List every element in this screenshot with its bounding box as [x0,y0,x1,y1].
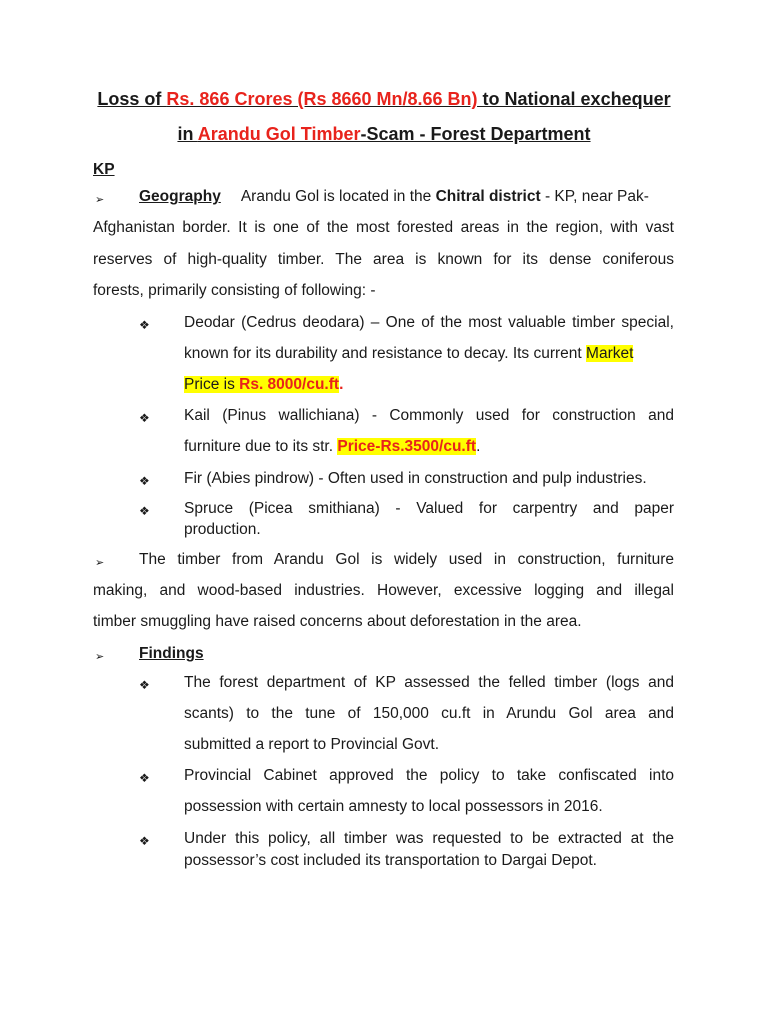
arrow-bullet-icon: ➢ [95,194,105,206]
finding-1-line-1: The forest department of KP assessed the felled timber (logs and [184,674,674,691]
finding-2-line-2: possession with certain amnesty to local possessors in 2016. [184,798,603,815]
timber-use-line-2: making, and wood-based industries. However, excessive logging and illegal [93,582,674,599]
diamond-bullet-icon: ❖ [139,318,150,332]
geography-heading: Geography [139,188,221,205]
deodar-line-1: Deodar (Cedrus deodara) – One of the most valuable timber special, [184,314,674,331]
diamond-bullet-icon: ❖ [139,411,150,425]
section-label-kp: KP [93,161,115,178]
deodar-line-2: known for its durability and resistance to decay. Its current Market [184,345,634,362]
geography-line-2: Afghanistan border. It is one of the most forested areas in the region, with vast [93,219,674,236]
page-title-line-2: in Arandu Gol Timber-Scam - Forest Department [177,124,591,144]
diamond-bullet-icon: ❖ [139,834,150,848]
finding-3-line-2: possessor’s cost included its transportation to Dargai Depot. [184,852,597,869]
geography-line-1: Geography Arandu Gol is located in the Chitral district - KP, near Pak- [139,188,649,205]
fir-line: Fir (Abies pindrow) - Often used in construction and pulp industries. [184,470,647,487]
kail-line-2: furniture due to its str. Price-Rs.3500/cu.ft. [184,438,481,455]
geography-line-4: forests, primarily consisting of following: - [93,282,376,299]
finding-3-line-1: Under this policy, all timber was requested to be extracted at the [184,830,674,847]
page-title-line-1: Loss of Rs. 866 Crores (Rs 8660 Mn/8.66 Bn) to National exchequer [97,89,671,109]
scam-name: Arandu Gol Timber [197,124,361,144]
diamond-bullet-icon: ❖ [139,474,150,488]
spruce-line-2: production. [184,521,261,538]
spruce-line-1: Spruce (Picea smithiana) - Valued for carpentry and paper [184,500,674,517]
deodar-line-3: Price is Rs. 8000/cu.ft. [184,376,344,393]
finding-1-line-2: scants) to the tune of 150,000 cu.ft in Arundu Gol area and [184,705,674,722]
diamond-bullet-icon: ❖ [139,771,150,785]
geography-line-3: reserves of high-quality timber. The area is known for its dense coniferous [93,251,674,268]
kail-line-1: Kail (Pinus wallichiana) - Commonly used for construction and [184,407,674,424]
loss-amount: Rs. 866 Crores (Rs 8660 Mn/8.66 Bn) [166,89,478,109]
arrow-bullet-icon: ➢ [95,557,105,569]
deodar-price: Rs. 8000/cu.ft [239,376,340,393]
finding-2-line-1: Provincial Cabinet approved the policy to take confiscated into [184,767,674,784]
diamond-bullet-icon: ❖ [139,678,150,692]
finding-1-line-3: submitted a report to Provincial Govt. [184,736,440,753]
arrow-bullet-icon: ➢ [95,651,105,663]
kail-price: Price-Rs.3500/cu.ft [337,438,477,455]
diamond-bullet-icon: ❖ [139,504,150,518]
timber-use-line-1: The timber from Arandu Gol is widely used in construction, furniture [139,551,674,568]
findings-heading: Findings [139,645,204,662]
timber-use-line-3: timber smuggling have raised concerns about deforestation in the area. [93,613,582,630]
